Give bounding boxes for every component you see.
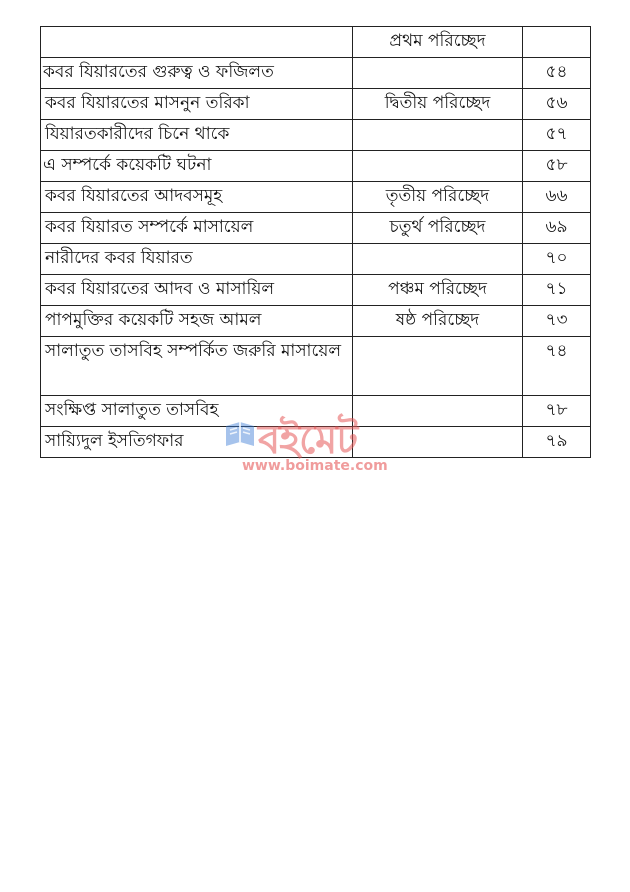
table-row xyxy=(41,244,591,275)
toc-chapter-cell: ষষ্ঠ পরিচ্ছেদ xyxy=(353,306,523,337)
toc-chapter-cell xyxy=(353,151,523,182)
table-row xyxy=(41,182,591,213)
table-row xyxy=(41,427,591,458)
watermark-url: www.boimate.com xyxy=(242,458,388,474)
toc-chapter-cell xyxy=(353,120,523,151)
toc-title-cell: কবর যিয়ারতের আদবসমূহ xyxy=(41,182,353,213)
toc-title-cell: কবর যিয়ারতের আদব ও মাসায়িল xyxy=(41,275,353,306)
toc-page-cell: ৫৪ xyxy=(523,58,591,89)
toc-page-cell: ৭৮ xyxy=(523,396,591,427)
toc-title-cell: কবর যিয়ারতের মাসনুন তরিকা xyxy=(41,89,353,120)
table-row xyxy=(41,89,591,120)
toc-page-cell: ৭১ xyxy=(523,275,591,306)
toc-page-cell: ৬৯ xyxy=(523,213,591,244)
toc-page-cell: ৭৪ xyxy=(523,337,591,396)
toc-title-cell: সায়্যিদুল ইসতিগফার xyxy=(41,427,353,458)
toc-chapter-cell xyxy=(353,396,523,427)
toc-chapter-cell xyxy=(353,244,523,275)
toc-page-cell: ৬৬ xyxy=(523,182,591,213)
table-row xyxy=(41,58,591,89)
table-row xyxy=(41,306,591,337)
toc-chapter-cell xyxy=(353,337,523,396)
toc-title-cell xyxy=(41,27,353,58)
toc-chapter-cell: দ্বিতীয় পরিচ্ছেদ xyxy=(353,89,523,120)
table-row xyxy=(41,337,591,396)
toc-chapter-cell: পঞ্চম পরিচ্ছেদ xyxy=(353,275,523,306)
toc-page-cell: ৫৭ xyxy=(523,120,591,151)
toc-title-cell: এ সম্পর্কে কয়েকটি ঘটনা xyxy=(41,151,353,182)
toc-page-cell: ৭৯ xyxy=(523,427,591,458)
toc-chapter-cell xyxy=(353,58,523,89)
table-of-contents xyxy=(40,26,591,458)
toc-chapter-cell: তৃতীয় পরিচ্ছেদ xyxy=(353,182,523,213)
toc-page-cell: ৫৮ xyxy=(523,151,591,182)
toc-title-cell: কবর যিয়ারতের গুরুত্ব ও ফজিলত xyxy=(41,58,353,89)
watermark-brand: বইমেট xyxy=(258,417,358,463)
table-row xyxy=(41,120,591,151)
toc-page-cell: ৫৬ xyxy=(523,89,591,120)
table-row xyxy=(41,27,591,58)
toc-chapter-cell: চতুর্থ পরিচ্ছেদ xyxy=(353,213,523,244)
toc-title-cell: কবর যিয়ারত সম্পর্কে মাসায়েল xyxy=(41,213,353,244)
toc-title-cell: যিয়ারতকারীদের চিনে থাকে xyxy=(41,120,353,151)
toc-title-cell: নারীদের কবর যিয়ারত xyxy=(41,244,353,275)
table-row xyxy=(41,151,591,182)
toc-title-cell: সালাতুত তাসবিহ সম্পর্কিত জরুরি মাসায়েল xyxy=(41,337,353,396)
toc-chapter-cell: প্রথম পরিচ্ছেদ xyxy=(353,27,523,58)
table-row xyxy=(41,213,591,244)
table-row xyxy=(41,396,591,427)
toc-title-cell: সংক্ষিপ্ত সালাতুত তাসবিহ xyxy=(41,396,353,427)
toc-page-cell: ৭৩ xyxy=(523,306,591,337)
table-row xyxy=(41,275,591,306)
toc-title-cell: পাপমুক্তির কয়েকটি সহজ আমল xyxy=(41,306,353,337)
toc-chapter-cell xyxy=(353,427,523,458)
toc-page-cell xyxy=(523,27,591,58)
toc-page-cell: ৭০ xyxy=(523,244,591,275)
